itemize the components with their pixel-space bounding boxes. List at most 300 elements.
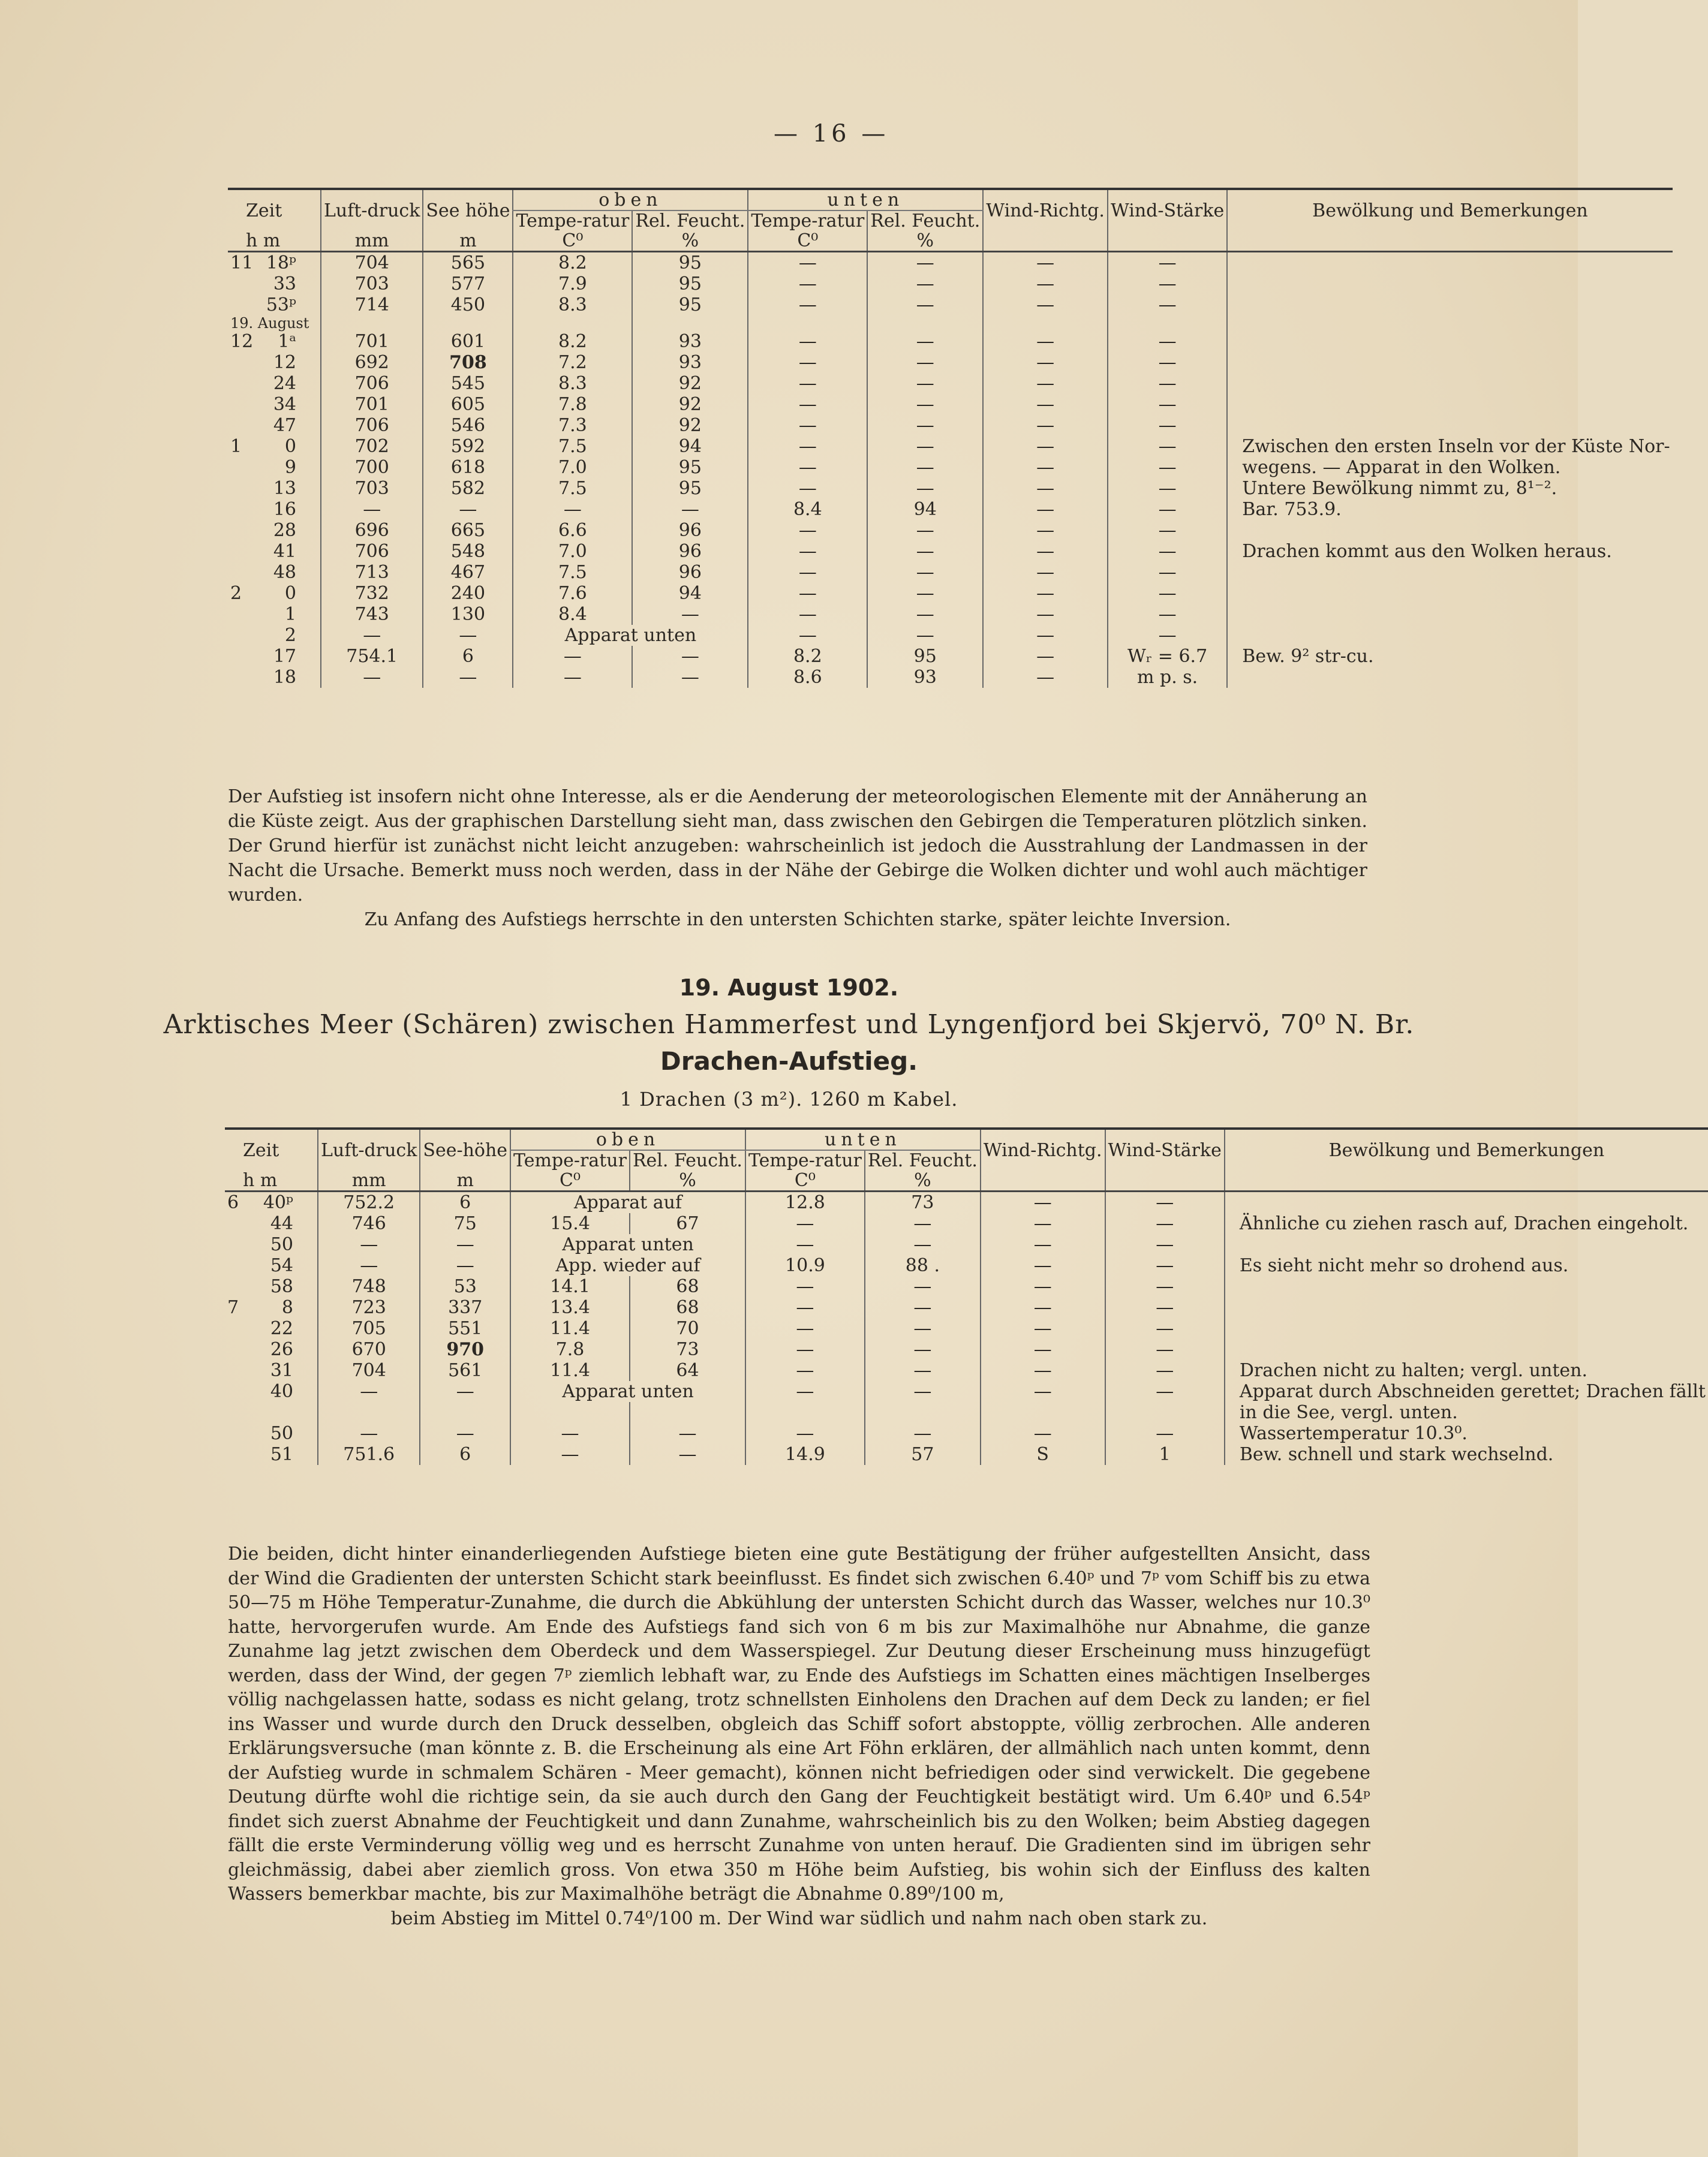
cell-wr: — [983,352,1108,373]
table-row [228,252,1673,274]
cell-ws: m p. s. [1108,667,1227,688]
cell-t_u: — [745,1297,865,1318]
col-feucht-unten: Rel. Feucht. [865,1150,981,1171]
cell-minute: 18ᵖ [266,252,296,273]
cell-hoehe: 565 [423,252,513,274]
cell-minute: 0 [284,436,296,457]
cell-bemerkung [1225,1234,1708,1255]
cell-druck: — [321,667,423,688]
cell-druck: — [321,625,423,646]
cell-ws: — [1105,1423,1225,1444]
cell-wr: — [981,1255,1105,1276]
section-date: 19. August 1902. [679,974,899,1001]
cell-f_u [865,1402,981,1423]
cell-t_o: 8.3 [513,373,632,394]
cell-minute: 40ᵖ [263,1192,293,1213]
cell-f_o: — [630,1444,745,1465]
cell-zeit [228,583,321,604]
cell-bemerkung [1227,352,1672,373]
cell-t_u: — [748,294,867,315]
cell-t_u: — [745,1360,865,1381]
cell-wr: — [981,1381,1105,1402]
table-row [228,667,1673,688]
cell-t_u: 8.4 [748,499,867,520]
cell-f_o: 67 [630,1213,745,1234]
cell-t_o: — [510,1423,630,1444]
cell-t_o: 11.4 [510,1318,630,1339]
cell-bemerkung [1225,1192,1708,1214]
cell-t_o: Apparat unten [510,1381,745,1402]
cell-f_u: 88 . [865,1255,981,1276]
cell-f_u: — [867,604,983,625]
group-unten: unten [748,189,983,210]
cell-minute: 24 [273,373,296,394]
cell-bemerkung [1227,562,1672,583]
unit-feucht-unten: % [867,231,983,252]
table-row [228,478,1673,499]
cell-t_o: 6.6 [513,520,632,541]
cell-f_u: 94 [867,499,983,520]
cell-t_u: — [748,394,867,415]
cell-druck: — [318,1423,420,1444]
cell-druck: — [318,1255,420,1276]
cell-hoehe: 592 [423,436,513,457]
cell-zeit [228,331,321,352]
cell-hoehe: 546 [423,415,513,436]
table-row [228,625,1673,646]
cell-zeit [228,646,321,667]
cell-hour: 7 [227,1297,239,1318]
cell-hoehe: 53 [420,1276,510,1297]
cell-f_o: — [630,1423,745,1444]
cell-t_u: 14.9 [745,1444,865,1465]
cell-wr: — [983,436,1108,457]
table-row [228,499,1673,520]
group-oben: oben [513,189,748,210]
cell-f_u: — [865,1339,981,1360]
cell-minute: 47 [273,415,296,436]
cell-druck: 704 [321,252,423,274]
cell-zeit [225,1339,318,1360]
cell-minute: 0 [284,583,296,604]
col-wind-richtung: Wind-Richtg. [981,1129,1105,1171]
cell-f_u: — [867,273,983,294]
cell-minute: 13 [273,478,296,499]
cell-t_u: — [745,1339,865,1360]
cell-t_o: 7.5 [513,478,632,499]
unit-temp-oben: C⁰ [510,1171,630,1192]
unit-zeit: h m [225,1171,318,1192]
cell-bemerkung [1225,1297,1708,1318]
cell-t_u: — [748,457,867,478]
cell-hour: 2 [230,583,242,604]
cell-wr: — [981,1318,1105,1339]
col-temp-unten: Tempe-ratur [748,210,867,231]
cell-ws: — [1108,583,1227,604]
cell-t_o: 13.4 [510,1297,630,1318]
cell-minute: 50 [270,1423,293,1444]
section-location: Arktisches Meer (Schären) zwischen Hammerfest und Lyngenfjord bei Skjervö, 70⁰ N. Br. [163,1009,1415,1040]
cell-wr: — [983,625,1108,646]
cell-bemerkung: Es sieht nicht mehr so drohend aus. [1225,1255,1708,1276]
paragraph-1 [228,784,1367,932]
cell-f_o: 70 [630,1318,745,1339]
cell-f_o: 64 [630,1360,745,1381]
paragraph-1-body: Der Aufstieg ist insofern nicht ohne Interesse, als er die Aenderung der meteorologischen Elemente mit der Annäherung an die Küste zeigt. Aus der graphischen Darstellung sieht man, dass zwischen den Gebirgen die Temperaturen plötzlich sinken. Der Grund hierfür ist zunächst nicht leicht anzugeben: wahrscheinlich ist jedoch die Ausstrahlung der Landmassen in der Nacht die Ursache. Bemerkt muss noch werden, dass in der Nähe der Gebirge die Wolken dichter und wohl auch mächtiger wurden. [228,786,1367,905]
cell-f_u: — [865,1360,981,1381]
table-row [225,1192,1708,1214]
cell-bemerkung [1227,273,1672,294]
cell-hoehe: — [420,1423,510,1444]
cell-ws: — [1105,1339,1225,1360]
cell-bemerkung [1227,394,1672,415]
cell-bemerkung [1227,520,1672,541]
cell-ws: — [1108,478,1227,499]
col-wind-richtung: Wind-Richtg. [983,189,1108,231]
cell-hoehe: 970 [420,1339,510,1360]
cell-minute: 50 [270,1234,293,1255]
cell-t_u: — [748,604,867,625]
cell-t_o: 7.3 [513,415,632,436]
table-row [225,1381,1708,1402]
cell-t_o: Apparat unten [513,625,748,646]
table-date-row [228,315,1673,331]
cell-t_o: 7.8 [510,1339,630,1360]
cell-t_u: — [745,1381,865,1402]
cell-f_u: — [865,1213,981,1234]
cell-druck: 702 [321,436,423,457]
group-unten: unten [745,1129,981,1150]
cell-hoehe: 337 [420,1297,510,1318]
cell-hoehe [420,1402,510,1423]
cell-wr: — [983,478,1108,499]
col-feucht-oben: Rel. Feucht. [632,210,748,231]
cell-minute: 1 [284,604,296,625]
col-feucht-oben: Rel. Feucht. [630,1150,745,1171]
unit-temp-unten: C⁰ [748,231,867,252]
table-row [228,520,1673,541]
cell-druck: 714 [321,294,423,315]
cell-ws: — [1108,394,1227,415]
cell-ws: — [1108,499,1227,520]
table-ascent-2 [225,1127,1708,1465]
cell-druck: — [318,1234,420,1255]
cell-hoehe: 6 [423,646,513,667]
cell-t_u: — [745,1234,865,1255]
cell-druck: — [318,1381,420,1402]
cell-t_o: App. wieder auf [510,1255,745,1276]
cell-zeit [225,1192,318,1214]
cell-druck: 706 [321,373,423,394]
cell-minute: 44 [270,1213,293,1234]
cell-ws: — [1108,625,1227,646]
table-row [225,1297,1708,1318]
col-bemerkungen: Bewölkung und Bemerkungen [1225,1129,1708,1171]
cell-f_u: — [867,373,983,394]
cell-wr [981,1402,1105,1423]
col-wind-staerke: Wind-Stärke [1108,189,1227,231]
cell-hoehe: 130 [423,604,513,625]
cell-zeit [225,1402,318,1423]
cell-zeit [225,1213,318,1234]
cell-hoehe: 561 [420,1360,510,1381]
table-row [225,1360,1708,1381]
cell-bemerkung [1225,1276,1708,1297]
cell-druck: 713 [321,562,423,583]
cell-bemerkung [1227,252,1672,274]
cell-zeit [225,1255,318,1276]
cell-t_u: — [748,252,867,274]
unit-luftdruck: mm [321,231,423,252]
cell-bemerkung [1227,604,1672,625]
cell-f_o: 93 [632,352,748,373]
cell-wr: — [981,1192,1105,1214]
cell-minute: 17 [273,646,296,667]
cell-wr: — [981,1339,1105,1360]
page-number: — 16 — [774,120,889,148]
col-temp-oben: Tempe-ratur [510,1150,630,1171]
col-seehoehe: See-höhe [420,1129,510,1171]
cell-t_o: — [513,646,632,667]
cell-bemerkung: in die See, vergl. unten. [1225,1402,1708,1423]
section-instrument: 1 Drachen (3 m²). 1260 m Kabel. [620,1088,958,1111]
cell-bemerkung: Drachen kommt aus den Wolken heraus. [1227,541,1672,562]
cell-zeit [228,294,321,315]
cell-minute: 53ᵖ [266,294,296,315]
table-row [228,394,1673,415]
unit-feucht-oben: % [632,231,748,252]
cell-f_u: — [867,331,983,352]
cell-t_o: Apparat auf [510,1192,745,1214]
cell-druck: 705 [318,1318,420,1339]
cell-wr: — [983,520,1108,541]
cell-ws: — [1108,352,1227,373]
cell-bemerkung: Apparat durch Abschneiden gerettet; Drachen fällt [1225,1381,1708,1402]
cell-hoehe: — [420,1255,510,1276]
cell-hoehe: 708 [423,352,513,373]
cell-t_o: 7.0 [513,457,632,478]
cell-bemerkung [1227,331,1672,352]
cell-minute: 18 [273,667,296,688]
cell-f_u: — [865,1318,981,1339]
cell-hour: 6 [227,1192,239,1213]
cell-f_u: — [867,457,983,478]
cell-f_o: 68 [630,1297,745,1318]
cell-minute: 16 [273,499,296,520]
cell-t_o: 7.8 [513,394,632,415]
cell-wr: — [983,541,1108,562]
paragraph-2-last: beim Abstieg im Mittel 0.74⁰/100 m. Der Wind war südlich und nahm nach oben stark zu. [390,1908,1208,1929]
cell-t_u: — [745,1213,865,1234]
table-row [228,583,1673,604]
cell-t_o: 7.5 [513,562,632,583]
unit-zeit: h m [228,231,321,252]
cell-hoehe: 551 [420,1318,510,1339]
cell-ws: — [1108,541,1227,562]
cell-minute: 1ᵃ [278,331,296,352]
cell-wr: — [983,583,1108,604]
cell-druck: 723 [318,1297,420,1318]
col-luftdruck: Luft-druck [318,1129,420,1171]
cell-druck: 701 [321,331,423,352]
cell-t_u: — [748,273,867,294]
table-ascent-1 [228,188,1673,688]
cell-hoehe: 582 [423,478,513,499]
cell-bemerkung [1225,1339,1708,1360]
cell-minute: 2 [284,625,296,646]
cell-bemerkung: Ähnliche cu ziehen rasch auf, Drachen eingeholt. [1225,1213,1708,1234]
cell-f_o: 96 [632,541,748,562]
cell-zeit [228,667,321,688]
table-row [225,1402,1708,1423]
unit-feucht-oben: % [630,1171,745,1192]
cell-wr: — [983,373,1108,394]
cell-f_o [630,1402,745,1423]
cell-wr: — [983,457,1108,478]
table-row [225,1423,1708,1444]
cell-ws: — [1105,1276,1225,1297]
col-seehoehe: See höhe [423,189,513,231]
cell-f_o: 93 [632,331,748,352]
table-row [228,562,1673,583]
cell-hoehe: — [423,499,513,520]
cell-t_u: — [748,415,867,436]
cell-wr: — [981,1423,1105,1444]
cell-bemerkung [1227,294,1672,315]
cell-hoehe: 618 [423,457,513,478]
table-row [228,646,1673,667]
cell-wr: S [981,1444,1105,1465]
table-row [225,1444,1708,1465]
cell-hoehe: 6 [420,1192,510,1214]
table-row [225,1318,1708,1339]
cell-zeit [228,394,321,415]
cell-zeit [225,1234,318,1255]
cell-druck: 700 [321,457,423,478]
cell-zeit [228,562,321,583]
table-row [225,1276,1708,1297]
cell-f_o: 68 [630,1276,745,1297]
cell-f_o: 92 [632,394,748,415]
cell-bemerkung: Zwischen den ersten Inseln vor der Küste Nor- [1227,436,1672,457]
cell-f_o: 92 [632,373,748,394]
cell-zeit [228,436,321,457]
cell-druck: 732 [321,583,423,604]
cell-t_u: — [745,1318,865,1339]
cell-hoehe: — [420,1234,510,1255]
cell-wr: — [983,273,1108,294]
cell-t_u: 8.2 [748,646,867,667]
cell-f_o: 73 [630,1339,745,1360]
cell-f_u: — [867,394,983,415]
cell-minute: 28 [273,520,296,541]
cell-f_o: — [632,646,748,667]
cell-bemerkung [1227,667,1672,688]
table-row [228,604,1673,625]
col-temp-oben: Tempe-ratur [513,210,632,231]
cell-druck: 704 [318,1360,420,1381]
cell-t_u: — [748,520,867,541]
cell-bemerkung [1227,583,1672,604]
cell-ws: Wᵣ = 6.7 [1108,646,1227,667]
table-row [225,1339,1708,1360]
cell-f_o: 95 [632,294,748,315]
cell-ws: — [1108,436,1227,457]
cell-ws: — [1108,520,1227,541]
cell-f_o: 95 [632,273,748,294]
unit-luftdruck: mm [318,1171,420,1192]
cell-t_u: 8.6 [748,667,867,688]
cell-minute: 31 [270,1360,293,1381]
cell-f_o: — [632,499,748,520]
cell-bemerkung [1227,415,1672,436]
table-row [228,457,1673,478]
cell-t_o: 11.4 [510,1360,630,1381]
cell-t_o: 8.3 [513,294,632,315]
cell-f_o: 94 [632,436,748,457]
cell-zeit [228,541,321,562]
col-luftdruck: Luft-druck [321,189,423,231]
col-zeit: Zeit [225,1129,318,1171]
cell-hoehe: 577 [423,273,513,294]
cell-bemerkung [1227,625,1672,646]
cell-druck: 748 [318,1276,420,1297]
cell-t_o: 8.2 [513,331,632,352]
cell-ws: — [1105,1381,1225,1402]
cell-t_o: 7.5 [513,436,632,457]
cell-ws: — [1105,1213,1225,1234]
cell-f_o: — [632,604,748,625]
cell-f_o: 96 [632,562,748,583]
cell-ws: — [1108,415,1227,436]
cell-wr: — [981,1276,1105,1297]
cell-f_u: — [865,1297,981,1318]
cell-hoehe: 601 [423,331,513,352]
cell-hoehe: 75 [420,1213,510,1234]
cell-hoehe: — [423,625,513,646]
cell-minute: 54 [270,1255,293,1276]
paragraph-2 [228,1542,1370,1931]
cell-druck: 692 [321,352,423,373]
cell-f_u: — [867,294,983,315]
paragraph-1-last: Zu Anfang des Aufstiegs herrschte in den untersten Schichten starke, später leichte Inversion. [364,909,1231,930]
cell-druck [318,1402,420,1423]
cell-f_u: — [867,252,983,274]
cell-t_o: 7.0 [513,541,632,562]
cell-druck: — [321,499,423,520]
cell-f_u: — [867,520,983,541]
cell-ws [1105,1402,1225,1423]
cell-hoehe: 605 [423,394,513,415]
cell-t_u [745,1402,865,1423]
cell-hoehe: 450 [423,294,513,315]
cell-minute: 41 [273,541,296,562]
cell-wr: — [983,394,1108,415]
cell-f_u: — [867,352,983,373]
cell-ws: — [1108,604,1227,625]
cell-f_o: 95 [632,478,748,499]
cell-bemerkung: Bew. 9² str-cu. [1227,646,1672,667]
cell-ws: — [1108,273,1227,294]
cell-wr: — [983,646,1108,667]
cell-minute: 26 [270,1339,293,1360]
cell-f_u: — [865,1276,981,1297]
cell-t_u: 10.9 [745,1255,865,1276]
cell-zeit [225,1297,318,1318]
table-row [228,331,1673,352]
unit-seehoehe: m [423,231,513,252]
cell-minute: 48 [273,562,296,583]
